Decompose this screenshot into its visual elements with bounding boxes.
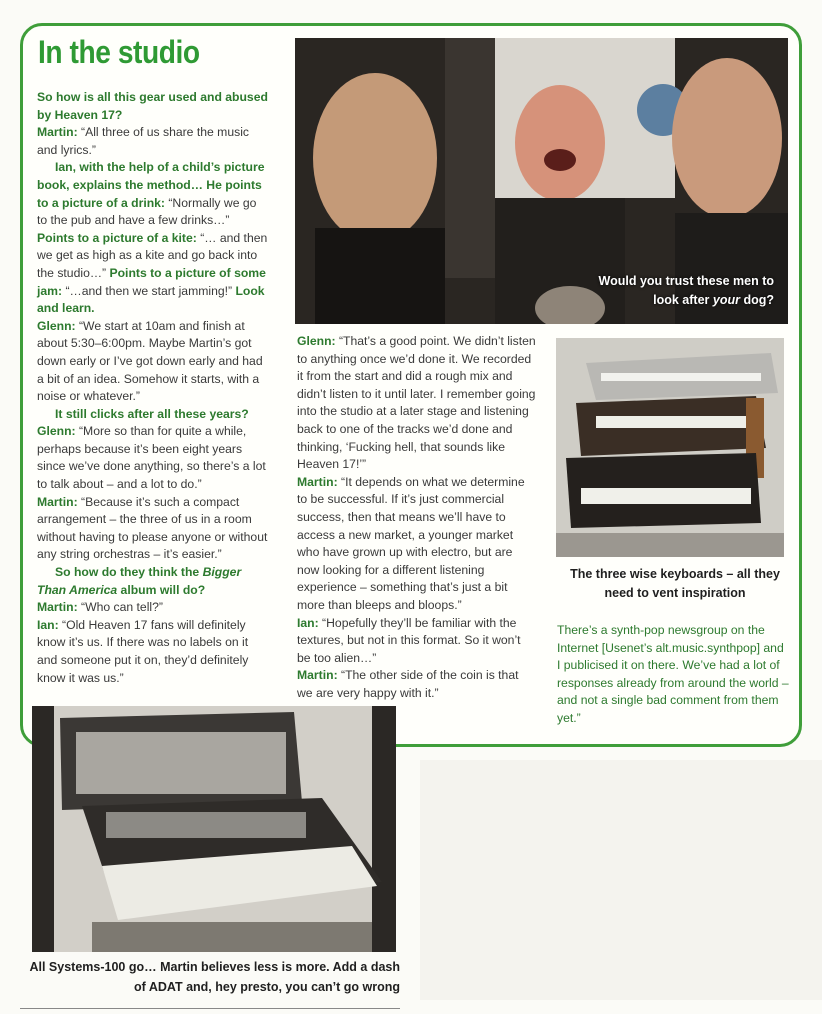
caption-line-2c: dog? [739,293,774,307]
quote-text: “Hopefully they’ll be familiar with the textures, but not in this format. So it won’t be too alien…” [297,615,521,665]
caption-line-2b: your [712,293,740,307]
question: So how do they think the [55,565,203,580]
paragraph [297,474,537,615]
paragraph [37,599,269,617]
quote-text: “More so than for quite a while, perhaps because it’s been eight years since we’ve done anything, so there’s a lot to talk about – and a lot to do.” [37,424,266,492]
synth-photo [32,706,396,952]
quote-text: “Normally we go to the pub and have a few drinks…” [37,195,257,228]
faded-panel [420,760,822,1000]
paragraph [297,333,537,474]
speaker-name: Glenn: [37,318,76,333]
quote-text: “Because it’s such a compact arrangement – the three of us in a room without having to please anyone or without any string orchestras – it’s easier.” [37,494,268,562]
paragraph [37,159,269,317]
narration: Look and learn. [37,283,265,316]
speaker-name: Ian: [37,617,59,632]
band-photo [295,38,788,324]
keyboards-photo-image [556,338,784,557]
question: So how is all this gear used and abused by Heaven 17? [37,90,268,122]
paragraph [37,564,269,599]
speaker-name: Martin: [37,125,78,140]
speaker-name: Glenn: [37,424,76,439]
caption-line-2a: look after [653,293,713,307]
speaker-name: Martin: [37,494,78,509]
speaker-name: Martin: [297,474,338,489]
caption-line-1: Would you trust these men to [598,274,774,288]
keyboards-photo [556,338,784,557]
speaker-name: Ian: [297,615,319,630]
quote-text: “…and then we start jamming!” [65,283,236,298]
paragraph [297,615,537,668]
paragraph [37,406,269,424]
synth-caption: All Systems-100 go… Martin believes less is more. Add a dash of ADAT and, hey presto, you can’t go wrong [29,960,400,994]
question: album will do? [117,582,206,597]
column-1 [37,89,269,687]
paragraph [297,667,537,702]
speaker-name: Martin: [37,600,78,615]
paragraph [37,617,269,687]
speaker-name: Martin: [297,668,338,683]
quote-text: “It depends on what we determine to be successful. If it’s just commercial success, then that means we’ll have to access a new market, a younger market who have grown up with electro, but are now looking for a different listening experience – something that’s just a bit more than bleeps and bloops.” [297,474,525,612]
narration: Points to a picture of some jam: [37,265,266,298]
band-photo-caption [599,272,774,310]
question: It still clicks after all these years? [55,406,249,421]
quote-text: “We start at 10am and finish at about 5:30–6:00pm. Maybe Martin’s got down early or I’ve got down early and had a bit of an idea. Somehow it starts, with a noise or whatever.” [37,318,263,404]
quote-text: “The other side of the coin is that we are very happy with it.” [297,668,519,700]
paragraph [37,124,269,159]
narration: Ian, with the help of a child’s picture book, explains the method… He points to a picture of a drink: [37,160,265,210]
speaker-name: Glenn: [297,334,336,348]
page-title: In the studio [38,34,200,70]
quote-text: “… and then we get as high as a kite and go back into the studio…” [37,230,268,280]
column-3: There’s a synth-pop newsgroup on the Internet [Usenet’s alt.music.synthpop] and I publicised it on there. We’ve had a lot of responses already from around the world – and not a single bad comment from them yet.” [557,623,789,725]
quote-text: “Old Heaven 17 fans will definitely know it’s us. If there was no labels on it and someone put it on, they’d definitely know it was us.” [37,617,249,685]
bottom-rule [20,1008,400,1009]
keyboards-caption: The three wise keyboards – all they need to vent inspiration [570,567,780,600]
paragraph [37,318,269,406]
narration: Points to a picture of a kite: [37,230,201,245]
paragraph [37,89,269,124]
paragraph [37,494,269,564]
paragraph [37,423,269,493]
album-title: Bigger Than America [37,565,242,597]
quote-text: “All three of us share the music and lyrics.” [37,125,249,157]
column-2 [297,333,537,702]
synth-photo-image [32,706,396,952]
quote-text: “Who can tell?” [77,600,163,615]
quote-text: “That’s a good point. We didn’t listen to anything once we’d done it. We recorded it from the start and did a rough mix and didn’t listen to it until later. I remember going into the studio at a later stage and listening back to one of the tracks we’d done and thinking, ‘Fucking hell, that sounds like Heaven 17!’” [297,334,536,472]
